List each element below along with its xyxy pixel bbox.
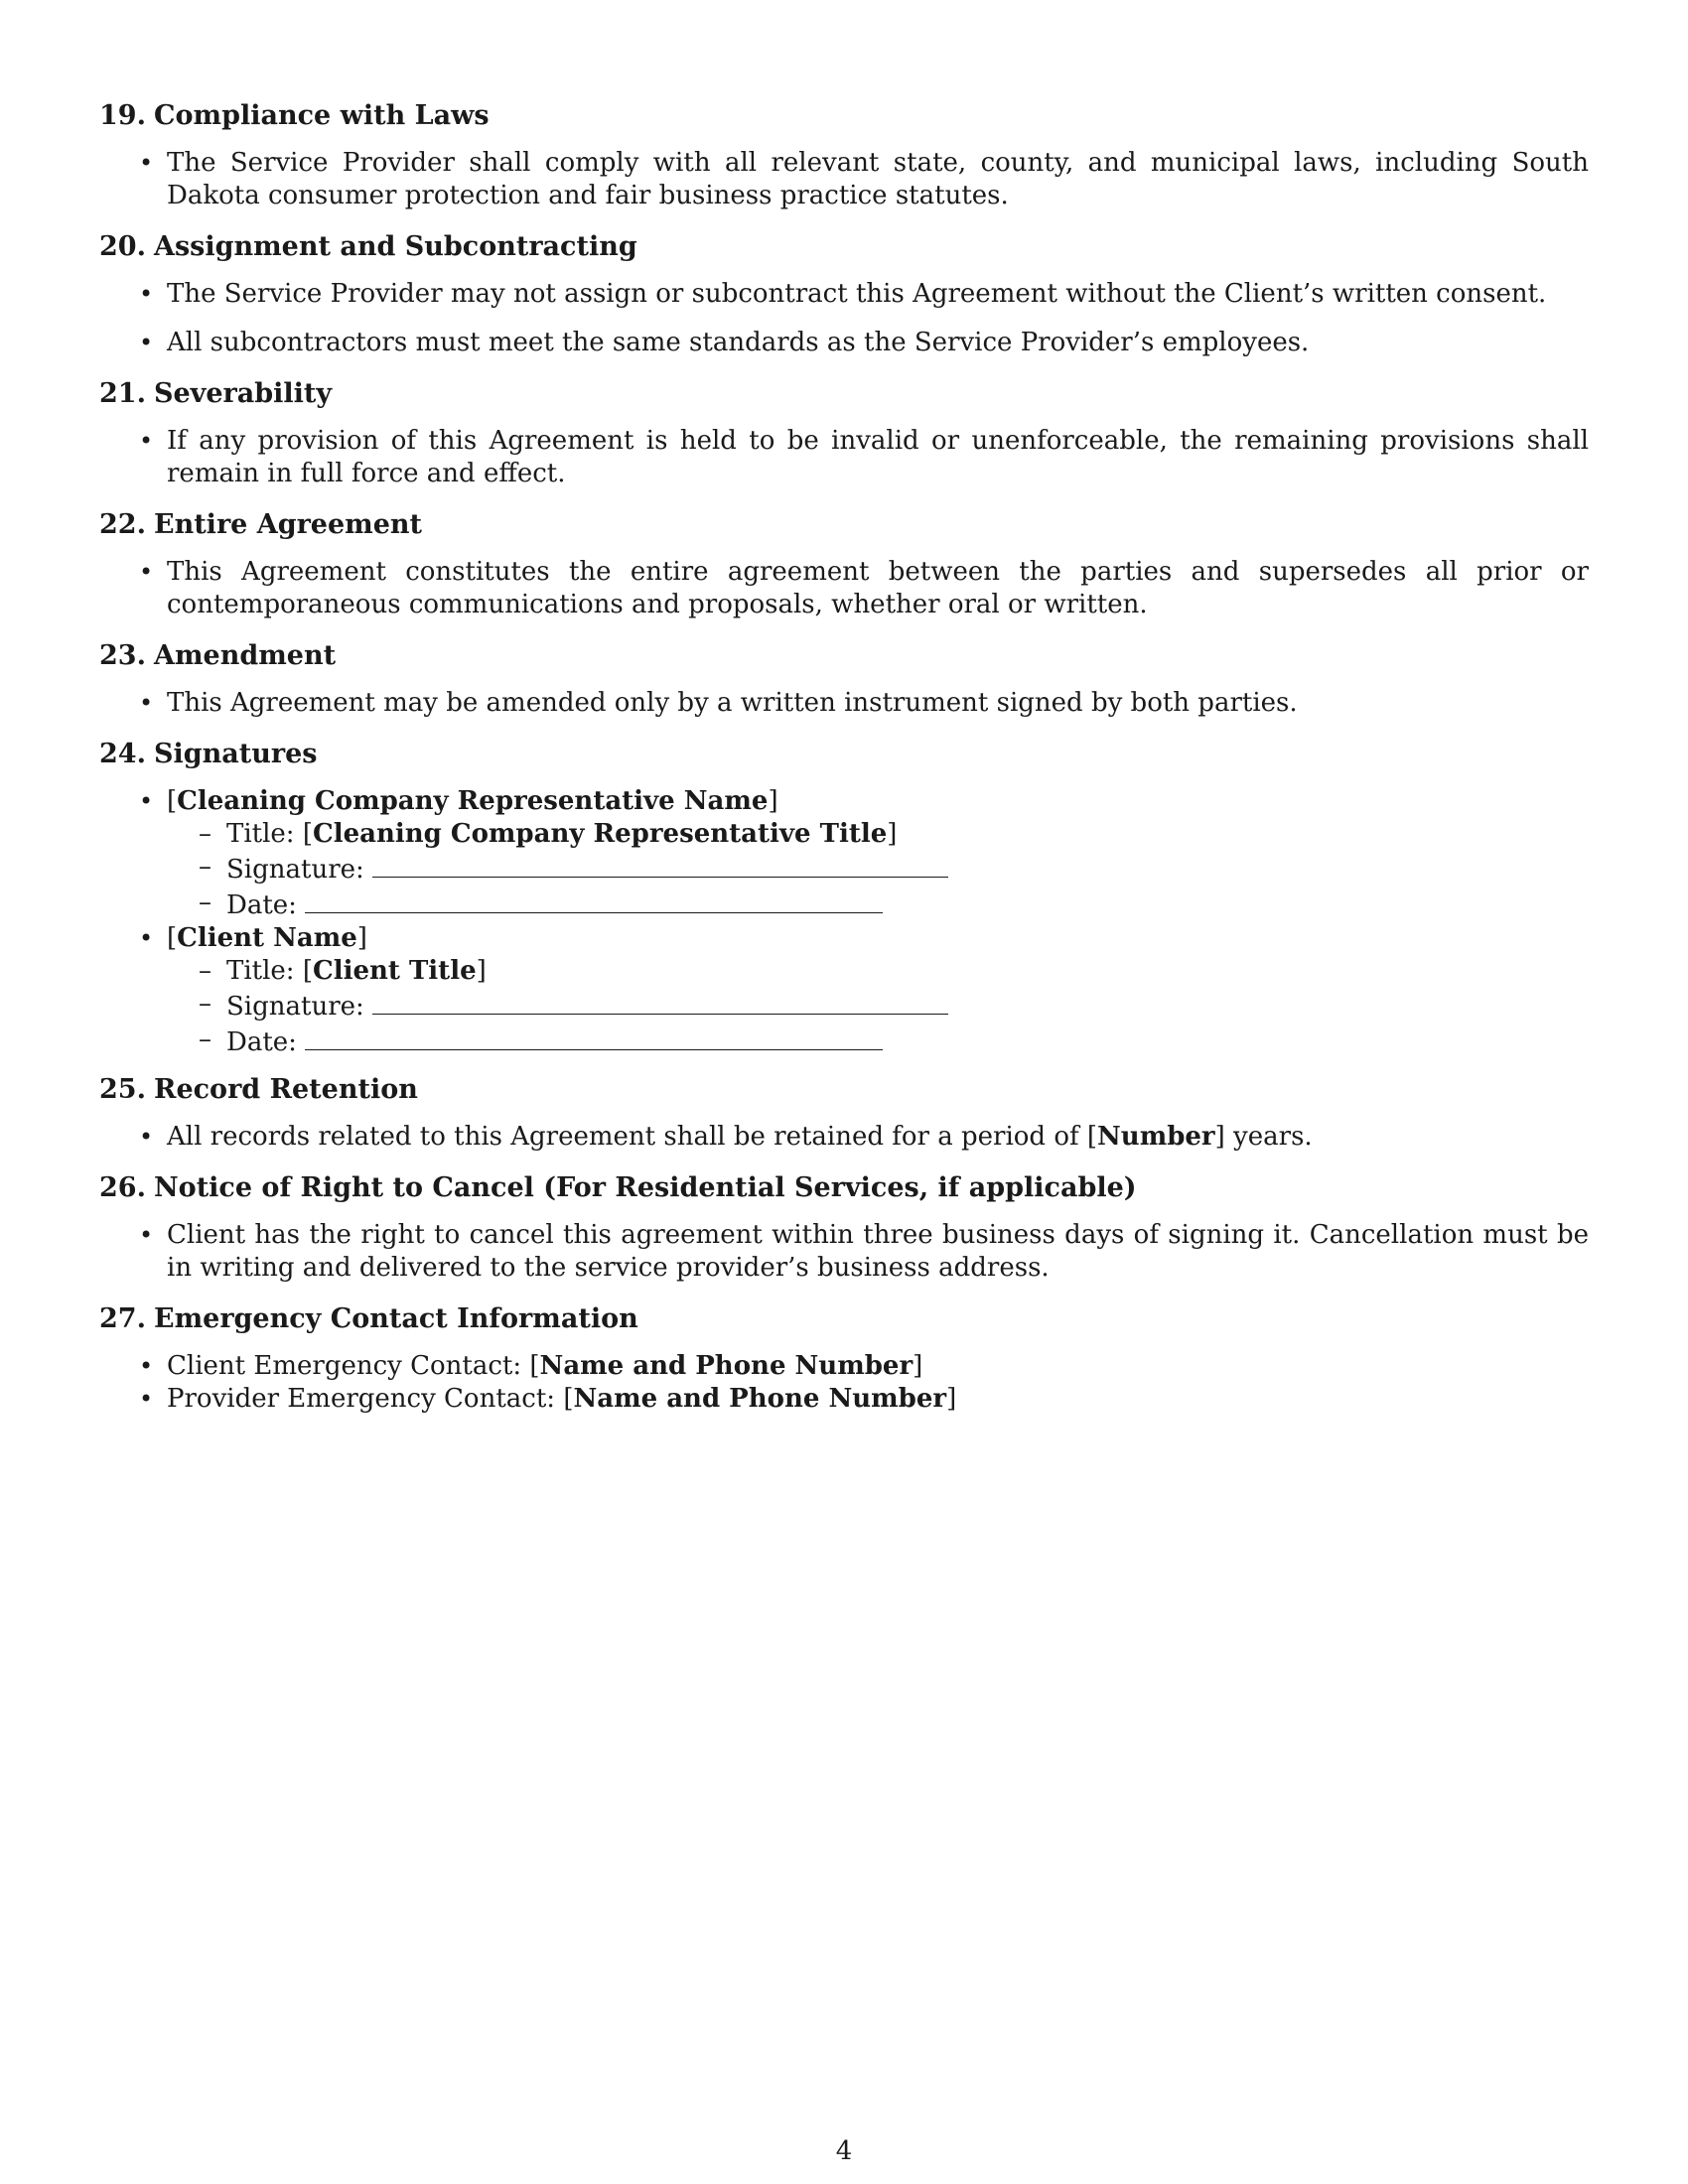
section-list xyxy=(99,1219,1589,1285)
list-item: • The Service Provider shall comply with all relevant state, county, and municipal laws, including South Dakota consumer protection and fair business practice statutes. xyxy=(99,147,1589,212)
placeholder: Name and Phone Number xyxy=(573,1384,947,1414)
list-item: • Client Emergency Contact: [Name and Phone Number] xyxy=(99,1350,1589,1383)
contact-label: Client Emergency Contact: xyxy=(167,1351,530,1381)
signature-fields xyxy=(167,818,1589,922)
section-heading xyxy=(99,506,1589,544)
section-number: 27. xyxy=(99,1303,146,1334)
list-item: • All records related to this Agreement shall be retained for a period of [Number] years. xyxy=(99,1121,1589,1154)
date-label: Date: xyxy=(226,890,297,920)
section-list xyxy=(99,147,1589,212)
party-name: Client Name xyxy=(177,923,357,953)
section-heading xyxy=(99,97,1589,135)
section-title: Assignment and Subcontracting xyxy=(154,231,637,262)
section-heading xyxy=(99,375,1589,413)
signature-party: • [Cleaning Company Representative Name] – Title: [Cleaning Company Representative Title] – Signature: – Date: xyxy=(99,785,1589,922)
list-item: • This Agreement may be amended only by a written instrument signed by both parties. xyxy=(99,687,1589,720)
signature-line[interactable] xyxy=(372,988,948,1015)
document-body xyxy=(99,97,1589,1428)
contact-label: Provider Emergency Contact: xyxy=(167,1384,564,1414)
placeholder: Name and Phone Number xyxy=(539,1351,914,1381)
section-title: Entire Agreement xyxy=(154,509,422,540)
signature-party: • [Client Name] – Title: [Client Title] – Signature: – Date: xyxy=(99,922,1589,1059)
item-text: years. xyxy=(1224,1122,1313,1152)
title-label: Title: xyxy=(226,956,295,986)
list-item: • Client has the right to cancel this agreement within three business days of signing it. Cancellation must be in writing and delivered to the service provider’s business address. xyxy=(99,1219,1589,1285)
section-title: Emergency Contact Information xyxy=(154,1303,638,1334)
signature-label: Signature: xyxy=(226,992,364,1022)
section-heading xyxy=(99,1071,1589,1109)
date-row xyxy=(167,887,1589,922)
section-number: 26. xyxy=(99,1172,146,1203)
section-heading xyxy=(99,228,1589,266)
date-line[interactable] xyxy=(305,1024,883,1050)
section-list xyxy=(99,556,1589,621)
list-item: • Provider Emergency Contact: [Name and Phone Number] xyxy=(99,1383,1589,1416)
list-item: • All subcontractors must meet the same standards as the Service Provider’s employees. xyxy=(99,327,1589,359)
section-number: 19. xyxy=(99,100,146,131)
date-line[interactable] xyxy=(305,887,883,913)
section-number: 21. xyxy=(99,378,146,409)
signature-fields xyxy=(167,955,1589,1059)
title-value: Cleaning Company Representative Title xyxy=(313,819,888,849)
title-label: Title: xyxy=(226,819,295,849)
signature-row xyxy=(167,988,1589,1024)
section-number: 23. xyxy=(99,640,146,671)
section-title: Record Retention xyxy=(154,1074,418,1105)
page-number: 4 xyxy=(835,2136,853,2166)
list-item: • The Service Provider may not assign or subcontract this Agreement without the Client’s written consent. xyxy=(99,278,1589,311)
section-title: Compliance with Laws xyxy=(154,100,490,131)
signature-list xyxy=(99,785,1589,1059)
section-heading xyxy=(99,1300,1589,1338)
list-item: • This Agreement constitutes the entire agreement between the parties and supersedes all prior or contemporaneous communications and proposals, whether oral or written. xyxy=(99,556,1589,621)
section-number: 25. xyxy=(99,1074,146,1105)
contact-list xyxy=(99,1350,1589,1416)
signature-label: Signature: xyxy=(226,855,364,885)
section-title: Signatures xyxy=(154,739,318,769)
placeholder: Number xyxy=(1097,1122,1215,1152)
item-text: All records related to this Agreement shall be retained for a period of xyxy=(167,1122,1087,1152)
signature-line[interactable] xyxy=(372,851,948,878)
signature-row xyxy=(167,851,1589,887)
section-title: Notice of Right to Cancel (For Residential Services, if applicable) xyxy=(154,1172,1137,1203)
section-heading xyxy=(99,1169,1589,1207)
title-value: Client Title xyxy=(313,956,477,986)
date-row xyxy=(167,1024,1589,1059)
section-title: Severability xyxy=(154,378,333,409)
section-list xyxy=(99,278,1589,359)
section-number: 24. xyxy=(99,739,146,769)
date-label: Date: xyxy=(226,1027,297,1057)
title-row: – Title: [Client Title] xyxy=(167,955,1589,988)
section-heading xyxy=(99,736,1589,773)
section-heading xyxy=(99,637,1589,675)
section-list xyxy=(99,425,1589,490)
section-title: Amendment xyxy=(154,640,337,671)
section-number: 20. xyxy=(99,231,146,262)
title-row: – Title: [Cleaning Company Representative Title] xyxy=(167,818,1589,851)
list-item: • If any provision of this Agreement is held to be invalid or unenforceable, the remaining provisions shall remain in full force and effect. xyxy=(99,425,1589,490)
section-number: 22. xyxy=(99,509,146,540)
section-list xyxy=(99,687,1589,720)
section-list xyxy=(99,1121,1589,1154)
party-name: Cleaning Company Representative Name xyxy=(177,786,769,816)
